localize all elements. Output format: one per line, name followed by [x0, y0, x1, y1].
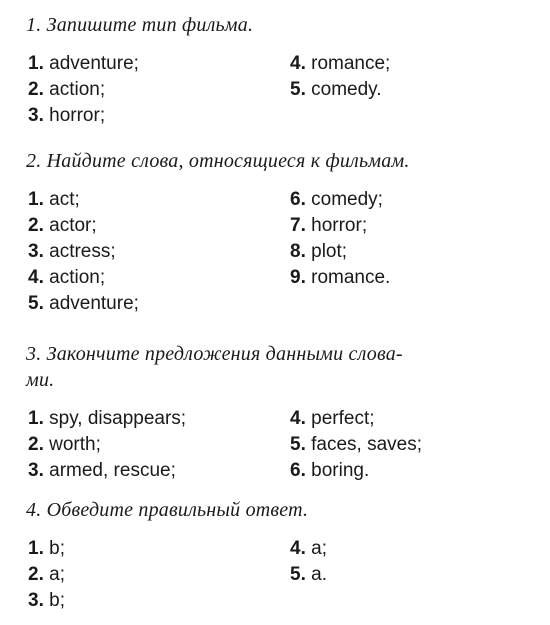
exercise-4-heading: 4. Обведите правильный ответ.: [26, 499, 309, 521]
answer-item: 5. adventure;: [28, 293, 139, 314]
exercise-3-heading-line2: ми.: [26, 369, 55, 391]
answer-item: 2. actor;: [28, 215, 97, 236]
exercise-3-heading: [26, 341, 536, 393]
answer-item: 8. plot;: [290, 241, 348, 262]
answer-item: 9. romance.: [290, 267, 391, 288]
exercise-4: [26, 497, 536, 611]
answer-item: 3. b;: [28, 590, 65, 611]
answer-item: 1. spy, disappears;: [28, 408, 187, 429]
exercise-3: [26, 341, 536, 481]
answer-item: 3. armed, rescue;: [28, 460, 176, 481]
exercise-2-heading: 2. Найдите слова, относящиеся к фильмам.: [26, 150, 410, 172]
answer-item: 1. adventure;: [28, 53, 139, 74]
answer-item: 6. comedy;: [290, 189, 383, 210]
answer-item: 1. b;: [28, 538, 65, 559]
answer-item: 2. worth;: [28, 434, 101, 455]
exercise-3-heading-line1: 3. Закончите предложения данными слова-: [26, 343, 403, 365]
answer-item: 5. a.: [290, 564, 327, 585]
answer-item: 4. perfect;: [290, 408, 375, 429]
answer-item: 3. actress;: [28, 241, 116, 262]
exercise-2: [26, 148, 536, 314]
exercise-1: [26, 12, 536, 126]
answer-item: 1. act;: [28, 189, 80, 210]
answer-item: 7. horror;: [290, 215, 368, 236]
answer-item: 4. action;: [28, 267, 106, 288]
answer-item: 6. boring.: [290, 460, 370, 481]
answer-item: 4. romance;: [290, 53, 391, 74]
answer-item: 2. action;: [28, 79, 106, 100]
answer-item: 3. horror;: [28, 105, 106, 126]
answer-item: 5. comedy.: [290, 79, 382, 100]
answer-item: 2. a;: [28, 564, 65, 585]
answer-item: 4. a;: [290, 538, 327, 559]
answer-item: 5. faces, saves;: [290, 434, 423, 455]
exercise-1-heading: 1. Запишите тип фильма.: [26, 14, 254, 36]
